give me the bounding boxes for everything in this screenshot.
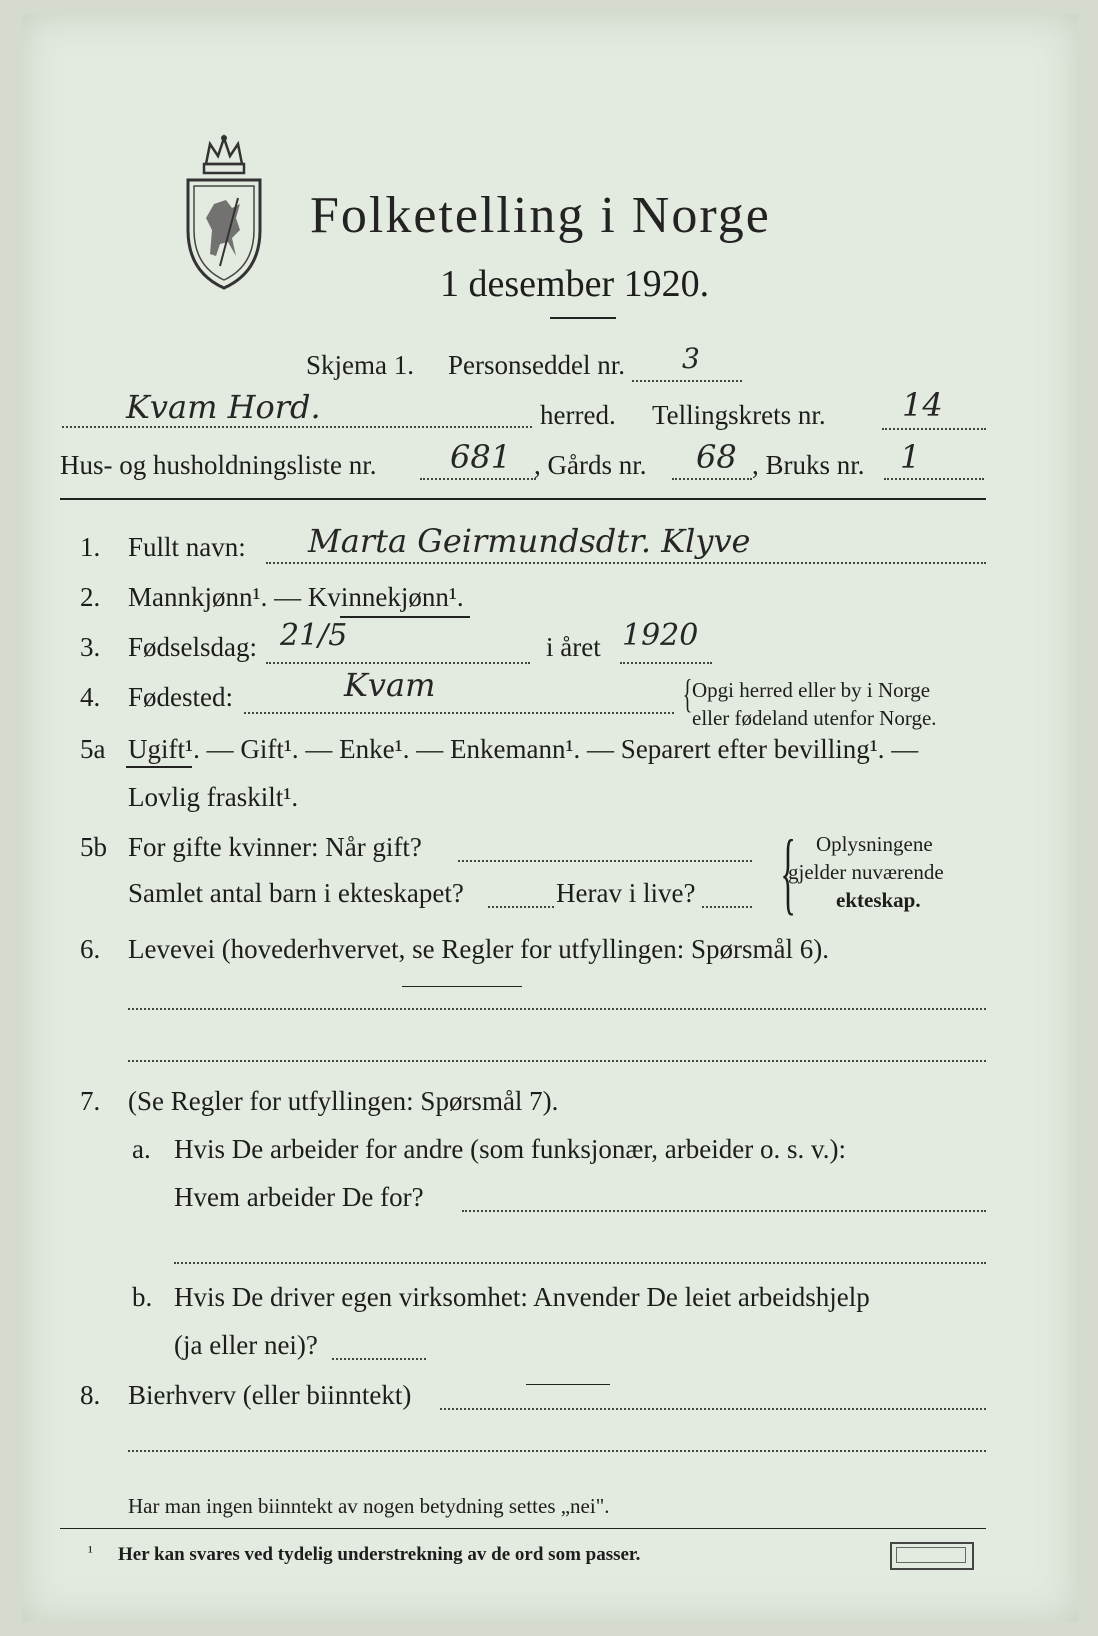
personseddel-line xyxy=(632,380,742,382)
birthplace-note-1: Opgi herred eller by i Norge xyxy=(692,678,931,702)
q1-line xyxy=(266,562,986,564)
q1-number: 1. xyxy=(80,532,101,562)
ugift-underline xyxy=(126,766,192,768)
birthday-line xyxy=(266,662,530,664)
marriage-note-2: gjelder nuværende xyxy=(788,860,944,884)
year-label: i året xyxy=(546,632,601,662)
birthplace-line xyxy=(244,712,674,714)
q6-short-rule xyxy=(402,986,522,987)
q4-number: 4. xyxy=(80,682,101,712)
bruks-value[interactable]: 1 xyxy=(900,438,921,476)
q8-short-rule xyxy=(526,1384,610,1385)
marriage-note-1: Oplysningene xyxy=(816,832,933,856)
marital-options[interactable]: Ugift¹. — Gift¹. — Enke¹. — Enkemann¹. — Separert efter bevilling¹. — xyxy=(128,734,919,764)
q5b-number: 5b xyxy=(80,832,107,862)
occupation-line-1[interactable] xyxy=(128,1008,986,1010)
employer-line[interactable] xyxy=(462,1210,986,1212)
marriage-note-3: ekteskap. xyxy=(836,888,921,912)
q7b-line2: (ja eller nei)? xyxy=(174,1330,318,1360)
husliste-label: Hus- og husholdningsliste nr. xyxy=(60,450,377,480)
tellingskrets-value[interactable]: 14 xyxy=(902,386,943,424)
q8-number: 8. xyxy=(80,1380,101,1410)
birthday-value[interactable]: 21/5 xyxy=(280,618,348,653)
husliste-value[interactable]: 681 xyxy=(450,438,512,476)
side-income-line[interactable] xyxy=(440,1408,986,1410)
q7a-line2: Hvem arbeider De for? xyxy=(174,1182,424,1212)
herred-label: herred. xyxy=(540,400,616,430)
printer-stamp-inner xyxy=(896,1547,966,1563)
q6-label: Levevei (hovederhvervet, se Regler for utfyllingen: Spørsmål 6). xyxy=(128,934,830,964)
gards-label: , Gårds nr. xyxy=(534,450,647,480)
footnote-mark: ¹ xyxy=(88,1544,93,1561)
personseddel-value[interactable]: 3 xyxy=(682,342,700,375)
q7-number: 7. xyxy=(80,1086,101,1116)
children-total-label: Samlet antal barn i ekteskapet? xyxy=(128,878,464,908)
marriage-brace: { xyxy=(780,821,796,923)
q7a-line1: Hvis De arbeider for andre (som funksjonær, arbeider o. s. v.): xyxy=(174,1134,846,1164)
occupation-line-2[interactable] xyxy=(128,1060,986,1062)
full-name-value[interactable]: Marta Geirmundsdtr. Klyve xyxy=(308,522,751,560)
when-married-line xyxy=(458,860,752,862)
q5a-number: 5a xyxy=(80,734,106,764)
bruks-line xyxy=(884,478,984,480)
herred-value[interactable]: Kvam Hord. xyxy=(126,388,321,426)
marital-options-2[interactable]: Lovlig fraskilt¹. xyxy=(128,782,299,812)
personseddel-label: Personseddel nr. xyxy=(448,350,625,380)
gards-value[interactable]: 68 xyxy=(696,438,737,476)
skjema-label: Skjema 1. xyxy=(306,350,414,380)
q3-number: 3. xyxy=(80,632,101,662)
tellingskrets-line xyxy=(882,428,986,430)
herred-line xyxy=(62,426,532,428)
tellingskrets-label: Tellingskrets nr. xyxy=(652,400,826,430)
children-alive-label: Herav i live? xyxy=(556,878,696,908)
sex-options[interactable]: Mannkjønn¹. — Kvinnekjønn¹. xyxy=(128,582,464,612)
birth-year-value[interactable]: 1920 xyxy=(622,618,699,653)
sex-underline xyxy=(340,616,470,618)
bruks-label: , Bruks nr. xyxy=(752,450,865,480)
birthplace-brace: { xyxy=(682,671,693,716)
form-title: Folketelling i Norge xyxy=(310,187,771,244)
q7b-line1: Hvis De driver egen virksomhet: Anvender De leiet arbeidshjelp xyxy=(174,1282,870,1312)
q2-number: 2. xyxy=(80,582,101,612)
q8-label: Bierhverv (eller biinntekt) xyxy=(128,1380,412,1410)
footnote-text: Her kan svares ved tydelig understrekning av de ord som passer. xyxy=(118,1544,641,1565)
census-form-sheet xyxy=(22,14,1078,1622)
q8-note: Har man ingen biinntekt av nogen betydning settes „nei". xyxy=(128,1494,610,1518)
header-divider xyxy=(60,498,986,500)
form-date: 1 desember 1920. xyxy=(440,263,710,305)
birthplace-value[interactable]: Kvam xyxy=(344,666,436,704)
gards-line xyxy=(672,478,752,480)
year-line xyxy=(620,662,712,664)
q4-label: Fødested: xyxy=(128,682,233,712)
when-married-label: For gifte kvinner: Når gift? xyxy=(128,832,422,862)
employer-line-2[interactable] xyxy=(174,1262,986,1264)
hired-help-line[interactable] xyxy=(332,1358,426,1360)
q7b-letter: b. xyxy=(132,1282,153,1312)
q6-number: 6. xyxy=(80,934,101,964)
children-alive-line xyxy=(702,906,752,908)
norwegian-coat-of-arms-icon xyxy=(180,134,268,292)
q3-label: Fødselsdag: xyxy=(128,632,258,662)
q7-label: (Se Regler for utfyllingen: Spørsmål 7). xyxy=(128,1086,559,1116)
husliste-line xyxy=(420,478,536,480)
q7a-letter: a. xyxy=(132,1134,151,1164)
footnote-divider xyxy=(60,1528,986,1529)
title-divider xyxy=(550,317,616,319)
birthplace-note-2: eller fødeland utenfor Norge. xyxy=(692,706,937,730)
side-income-line-2[interactable] xyxy=(128,1450,986,1452)
children-total-line xyxy=(488,906,554,908)
q1-label: Fullt navn: xyxy=(128,532,246,562)
